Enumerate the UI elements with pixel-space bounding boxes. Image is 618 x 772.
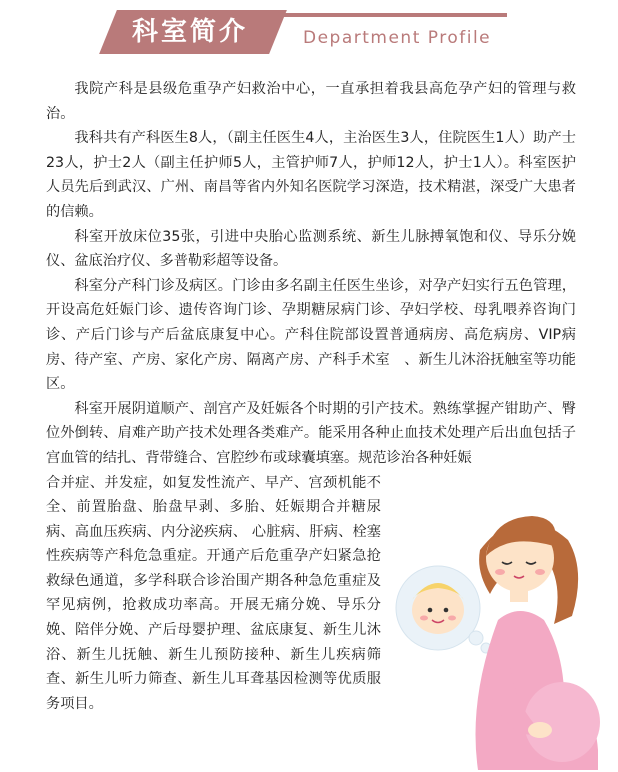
- paragraph-intro: 我院产科是县级危重孕产妇救治中心，一直承担着我县高危孕产妇的管理与救治。: [46, 81, 576, 122]
- section-subtitle: Department Profile: [303, 28, 492, 48]
- pregnant-woman-illustration: [390, 500, 610, 770]
- paragraph-techniques: 科室开展阴道顺产、剖宫产及妊娠各个时期的引产技术。熟练掌握产钳助产、臀位外倒转、肩难产助产技术处理各类难产。能采用各种止血技术处理产后出血包括子宫血管的结扎、背带缝合、宫腔纱布或球囊填塞。规范诊治各种妊娠: [46, 400, 576, 466]
- paragraph-staff: 我科共有产科医生8人，（副主任医生4人，主治医生3人，住院医生1人）助产士23人，护士2人（副主任护师5人，主管护师7人，护师12人，护士1人）。科室医护人员先后到武汉、广州、南昌等省内外知名医院学习深造，技术精湛，深受广大患者的信赖。: [46, 130, 576, 220]
- paragraph-equipment: 科室开放床位35张，引进中央胎心监测系统、新生儿脉搏氧饱和仪、导乐分娩仪、盆底治疗仪、多普勒彩超等设备。: [46, 228, 576, 270]
- header-rule: [262, 13, 507, 17]
- paragraph-departments: 科室分产科门诊及病区。门诊由多名副主任医生坐诊，对孕产妇实行五色管理，开设高危妊娠门诊、遗传咨询门诊、孕期糖尿病门诊、孕妇学校、母乳喂养咨询门诊、产后门诊与产后盆底康复中心。产科住院部设置普通病房、高危病房、VIP病房、待产室、产房、家化产房、隔离产房、产科手术室 、新生儿沐浴抚触室等功能区。: [46, 277, 576, 393]
- section-header: [0, 0, 618, 70]
- paragraph-services: 合并症、并发症，如复发性流产、早产、宫颈机能不全、前置胎盘、胎盘早剥、多胎、妊娠期合并糖尿病、高血压疾病、内分泌疾病、 心脏病、肝病、栓塞性疾病等产科危急重症。开通产后危重孕产妇紧急抢救绿色通道，多学科联合诊治围产期各种急危重症及罕见病例，抢救成功率高。开展无痛分娩、导乐分娩、陪伴分娩、产后母婴护理、盆底康复、新生儿沐浴、新生儿抚触、新生儿预防接种、新生儿疾病筛查、新生儿听力筛查、新生儿耳聋基因检测等优质服务项目。: [46, 474, 381, 712]
- section-title: 科室简介: [132, 17, 249, 47]
